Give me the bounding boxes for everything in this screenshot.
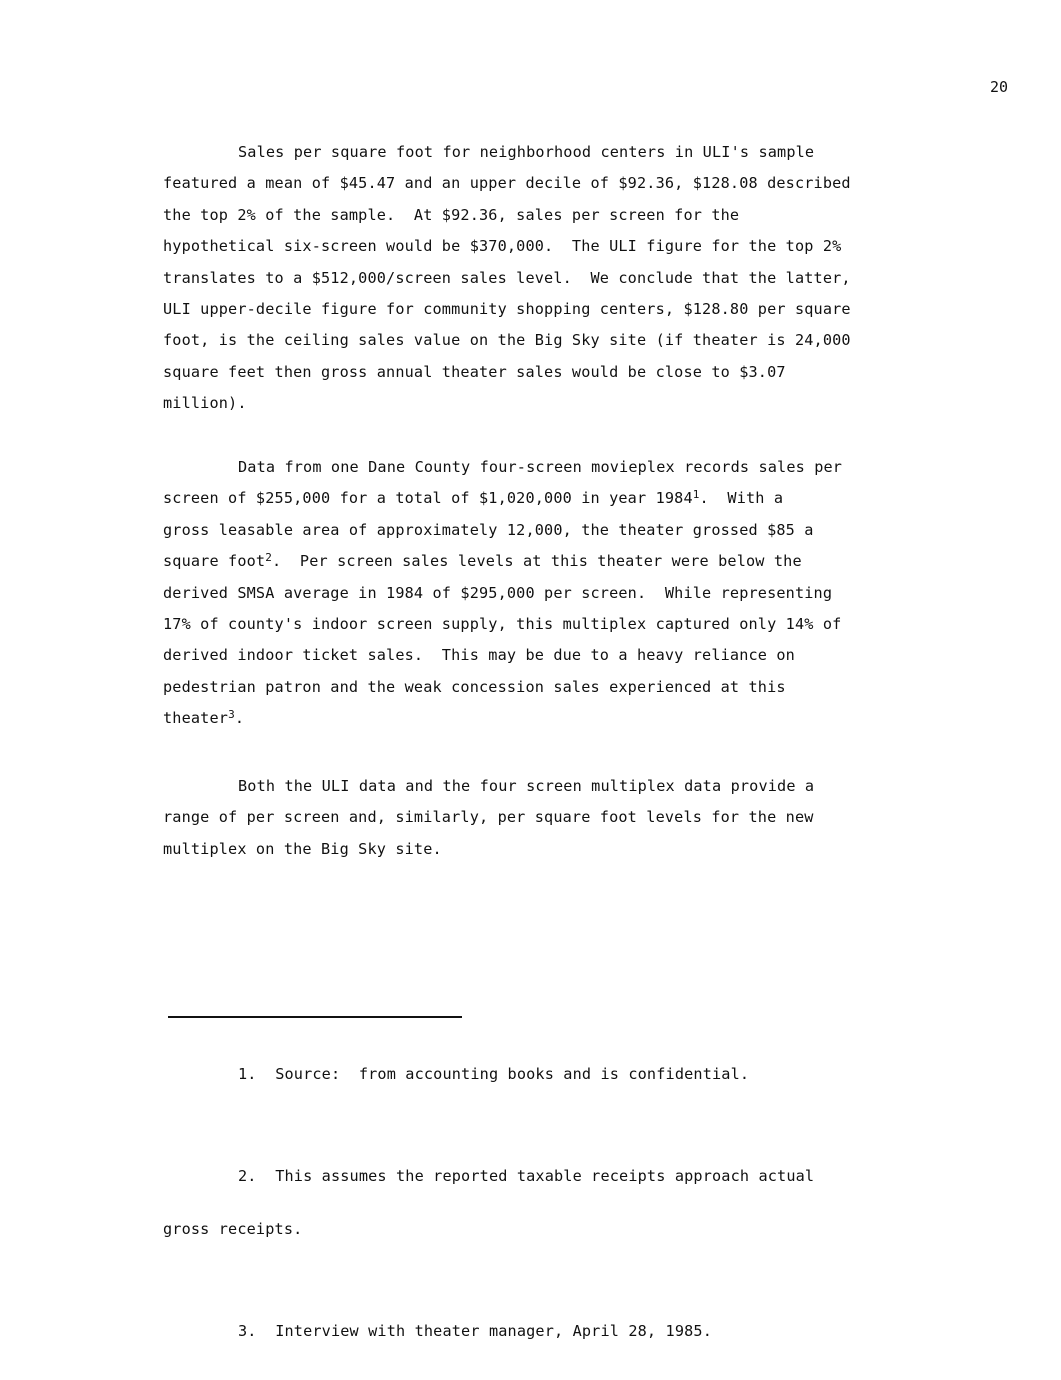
text-line: Both the ULI data and the four screen multiplex data provide a [238,777,815,795]
footnote-divider [168,1016,462,1018]
footnote-line [163,1066,983,1083]
text-span: . Per screen sales levels at this theater were below the [272,552,802,571]
text-line: million). [163,394,247,413]
text-line: derived indoor ticket sales. This may be due to a heavy reliance on [163,646,795,665]
paragraph-dane-county [163,452,983,735]
footnote-gap [257,1167,276,1185]
paragraph-uli-sales [163,137,983,420]
text-span: . With a [699,489,784,508]
text-line: Data from one Dane County four-screen movieplex records sales per [238,458,843,476]
text-span: . [234,709,245,728]
footnote-line: gross receipts. [163,1220,303,1238]
footnote-3 [163,1287,983,1376]
footnote-text: Interview with theater manager, April 28, 1985. [275,1322,712,1340]
footnote-gap [257,1065,276,1083]
footnote-line [163,1168,983,1185]
page-number: 20 [990,78,1009,96]
text-line: Sales per square foot for neighborhood centers in ULI's sample [238,143,815,161]
text-span: screen of $255,000 for a total of $1,020,000 in year 1984 [163,489,693,508]
text-line: the top 2% of the sample. At $92.36, sales per screen for the [163,205,740,224]
text-line [163,546,983,577]
text-line: featured a mean of $45.47 and an upper decile of $92.36, $128.08 described [163,174,851,193]
footnote-ref-2: 2 [265,551,273,565]
text-line: square feet then gross annual theater sales would be close to $3.07 [163,362,786,381]
text-line: range of per screen and, similarly, per square foot levels for the new [163,808,814,827]
footnote-1 [163,1030,983,1119]
text-line: multiplex on the Big Sky site. [163,839,442,858]
footnote-number: 3. [238,1322,257,1340]
footnote-ref-1: 1 [692,488,700,502]
footnote-gap [257,1322,276,1340]
text-line: derived SMSA average in 1984 of $295,000 per screen. While representing [163,583,833,602]
footnote-2 [163,1132,983,1274]
footnote-text: This assumes the reported taxable receipts approach actual [275,1167,815,1185]
footnotes [163,1026,983,1376]
text-span: square foot [163,552,266,571]
text-line: 17% of county's indoor screen supply, this multiplex captured only 14% of [163,614,842,633]
text-span: theater [163,709,229,728]
text-line: pedestrian patron and the weak concession sales experienced at this [163,677,786,696]
footnote-text: Source: from accounting books and is confidential. [275,1065,750,1083]
footnote-number: 2. [238,1167,257,1185]
footnote-ref-3: 3 [228,708,235,722]
text-line: gross leasable area of approximately 12,000, the theater grossed $85 a [163,520,814,539]
text-line: ULI upper-decile figure for community shopping centers, $128.80 per square [163,299,851,318]
paragraph-multiplex-range [163,771,983,865]
footnote-line [163,1323,983,1340]
footnote-number: 1. [238,1065,257,1083]
text-line: hypothetical six-screen would be $370,000. The ULI figure for the top 2% [163,237,842,256]
text-line [163,703,983,734]
text-line: translates to a $512,000/screen sales level. We conclude that the latter, [163,268,851,287]
text-line [163,483,983,514]
text-line: foot, is the ceiling sales value on the Big Sky site (if theater is 24,000 [163,331,851,350]
